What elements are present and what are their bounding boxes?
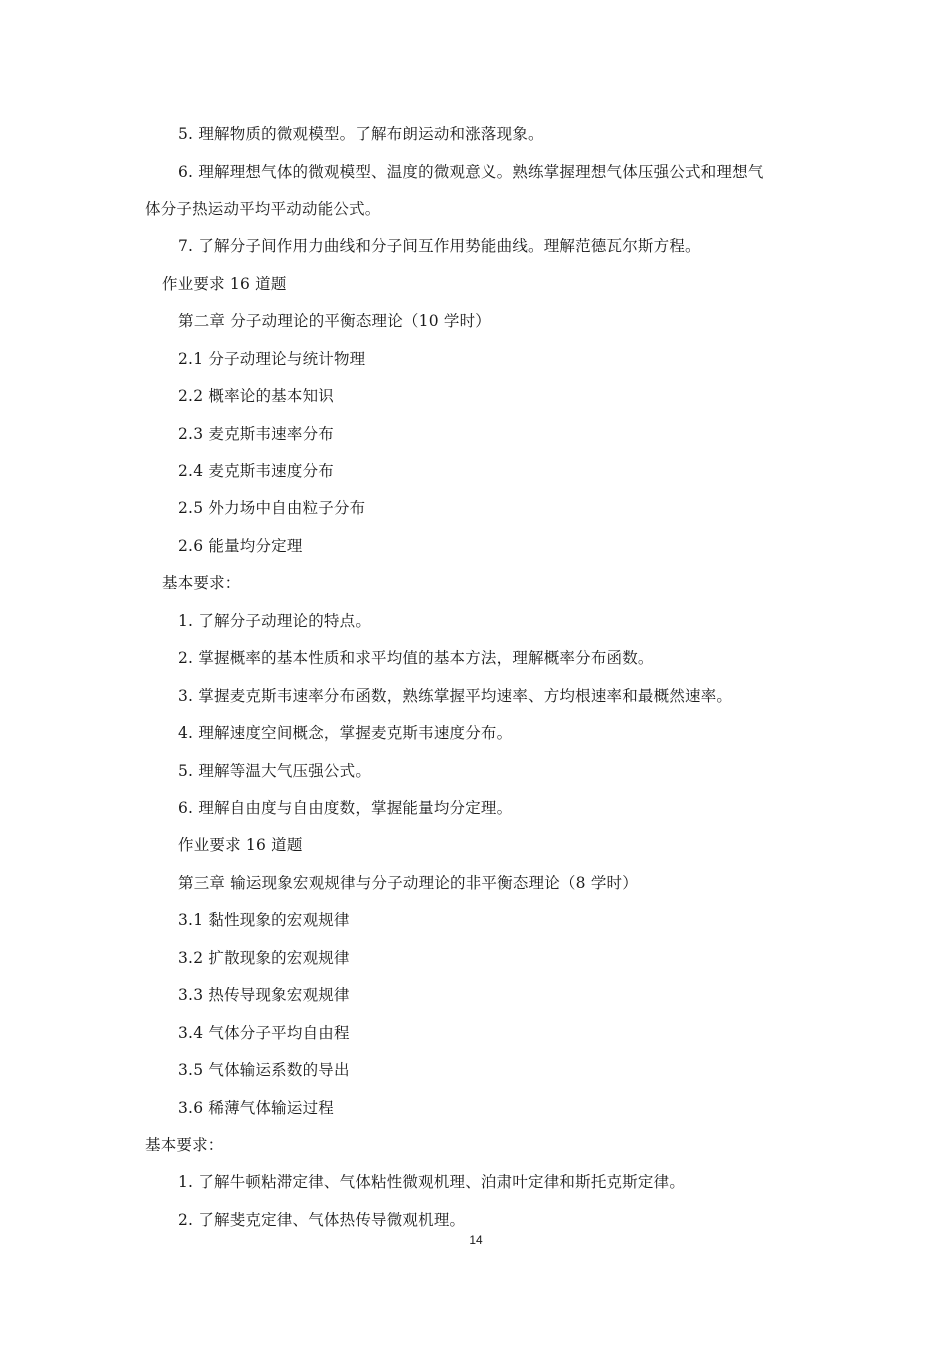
text-line: 6. 理解理想气体的微观模型、温度的微观意义。熟练掌握理想气体压强公式和理想气 [178, 163, 764, 181]
section-item: 2.5 外力场中自由粒子分布 [178, 499, 366, 517]
text-line: 5. 理解等温大气压强公式。 [178, 762, 372, 780]
section-item: 3.6 稀薄气体输运过程 [178, 1099, 334, 1117]
text-line: 4. 理解速度空间概念，掌握麦克斯韦速度分布。 [178, 724, 513, 742]
text-line: 7. 了解分子间作用力曲线和分子间互作用势能曲线。理解范德瓦尔斯方程。 [178, 237, 701, 255]
text-line: 1. 了解分子动理论的特点。 [178, 612, 372, 630]
chapter-heading: 第二章 分子动理论的平衡态理论（10 学时） [178, 312, 491, 330]
text-line: 3. 掌握麦克斯韦速率分布函数，熟练掌握平均速率、方均根速率和最概然速率。 [178, 687, 733, 705]
text-line: 作业要求 16 道题 [178, 836, 303, 854]
text-line: 基本要求： [162, 574, 241, 592]
section-item: 2.2 概率论的基本知识 [178, 387, 334, 405]
section-item: 3.5 气体输运系数的导出 [178, 1061, 350, 1079]
chapter-heading: 第三章 输运现象宏观规律与分子动理论的非平衡态理论（8 学时） [178, 874, 638, 892]
section-item: 3.2 扩散现象的宏观规律 [178, 949, 350, 967]
section-item: 2.1 分子动理论与统计物理 [178, 350, 366, 368]
section-item: 3.4 气体分子平均自由程 [178, 1024, 350, 1042]
text-line: 2. 掌握概率的基本性质和求平均值的基本方法，理解概率分布函数。 [178, 649, 654, 667]
text-line: 5. 理解物质的微观模型。了解布朗运动和涨落现象。 [178, 125, 544, 143]
section-item: 2.3 麦克斯韦速率分布 [178, 425, 334, 443]
text-line: 作业要求 16 道题 [162, 275, 287, 293]
section-item: 3.1 黏性现象的宏观规律 [178, 911, 350, 929]
text-line: 6. 理解自由度与自由度数，掌握能量均分定理。 [178, 799, 513, 817]
text-line: 体分子热运动平均平动动能公式。 [145, 200, 381, 218]
section-item: 3.3 热传导现象宏观规律 [178, 986, 350, 1004]
text-line: 1. 了解牛顿粘滞定律、气体粘性微观机理、泊肃叶定律和斯托克斯定律。 [178, 1173, 686, 1191]
section-item: 2.6 能量均分定理 [178, 537, 303, 555]
section-item: 2.4 麦克斯韦速度分布 [178, 462, 334, 480]
text-line: 基本要求： [145, 1136, 224, 1154]
page-number: 14 [469, 1233, 483, 1247]
text-line: 2. 了解斐克定律、气体热传导微观机理。 [178, 1211, 466, 1229]
